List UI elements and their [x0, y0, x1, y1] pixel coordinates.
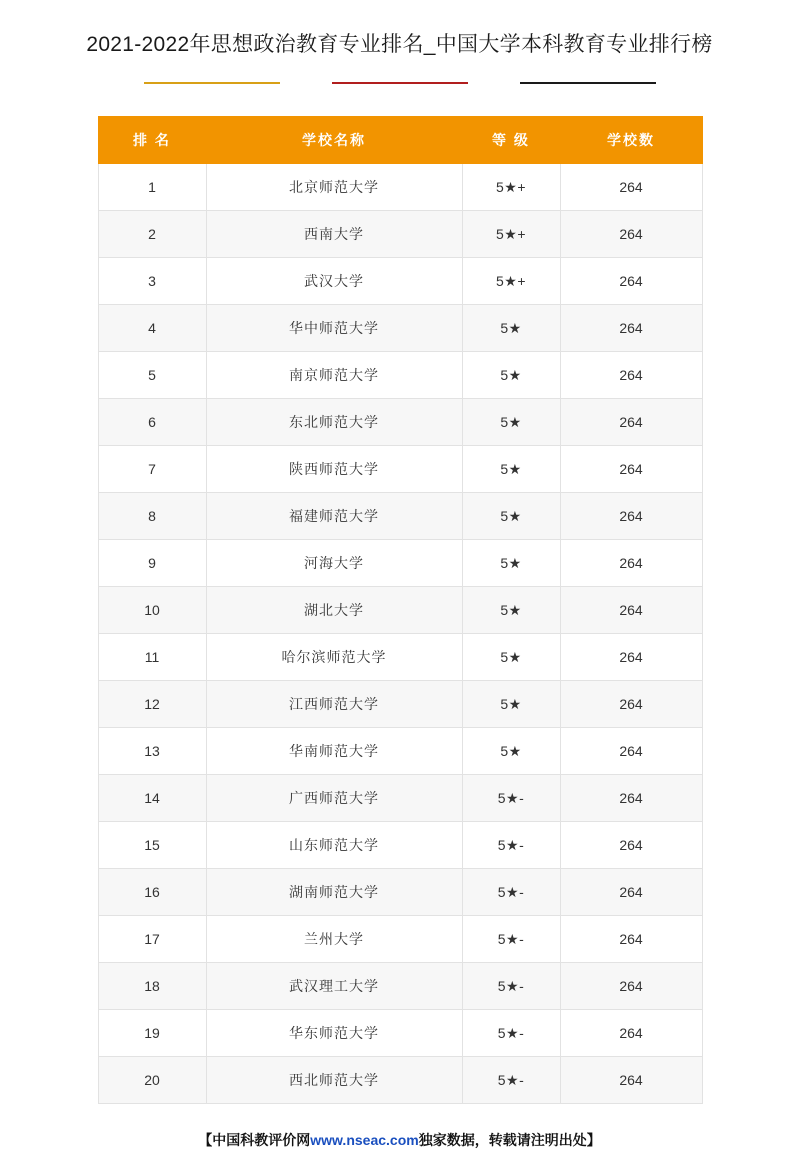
column-header-rank: 排 名 — [98, 117, 206, 164]
table-header — [98, 117, 702, 164]
cell-level: 5★- — [462, 963, 560, 1010]
table-row — [98, 775, 702, 822]
cell-school[interactable]: 河海大学 — [206, 540, 462, 587]
cell-school[interactable]: 广西师范大学 — [206, 775, 462, 822]
cell-count: 264 — [560, 681, 702, 728]
cell-rank: 2 — [98, 211, 206, 258]
cell-level: 5★ — [462, 352, 560, 399]
footer-note — [0, 1130, 799, 1150]
cell-level: 5★+ — [462, 164, 560, 211]
cell-school[interactable]: 兰州大学 — [206, 916, 462, 963]
table-header-row — [98, 117, 702, 164]
cell-count: 264 — [560, 540, 702, 587]
table-row — [98, 352, 702, 399]
cell-rank: 12 — [98, 681, 206, 728]
footer-url[interactable]: www.nseac.com — [310, 1132, 419, 1148]
divider-row — [0, 76, 799, 90]
cell-count: 264 — [560, 916, 702, 963]
cell-level: 5★ — [462, 681, 560, 728]
table-row — [98, 305, 702, 352]
column-header-count: 学校数 — [560, 117, 702, 164]
cell-rank: 17 — [98, 916, 206, 963]
cell-rank: 18 — [98, 963, 206, 1010]
table-body — [98, 164, 702, 1104]
cell-rank: 14 — [98, 775, 206, 822]
footer-prefix: 【中国科教评价网 — [198, 1132, 311, 1148]
cell-level: 5★ — [462, 587, 560, 634]
table-row — [98, 916, 702, 963]
table-row — [98, 634, 702, 681]
footer-suffix: 独家数据，转载请注明出处】 — [418, 1132, 601, 1148]
divider-dash-left — [144, 82, 280, 84]
cell-school[interactable]: 哈尔滨师范大学 — [206, 634, 462, 681]
divider-dash-right — [520, 82, 656, 84]
cell-level: 5★ — [462, 493, 560, 540]
cell-school[interactable]: 武汉大学 — [206, 258, 462, 305]
table-row — [98, 587, 702, 634]
cell-rank: 10 — [98, 587, 206, 634]
table-row — [98, 399, 702, 446]
cell-rank: 3 — [98, 258, 206, 305]
table-row — [98, 493, 702, 540]
cell-rank: 6 — [98, 399, 206, 446]
cell-rank: 15 — [98, 822, 206, 869]
table-row — [98, 540, 702, 587]
cell-count: 264 — [560, 493, 702, 540]
cell-level: 5★- — [462, 1057, 560, 1104]
cell-level: 5★ — [462, 634, 560, 681]
divider-dash-middle — [332, 82, 468, 84]
cell-school[interactable]: 北京师范大学 — [206, 164, 462, 211]
cell-count: 264 — [560, 211, 702, 258]
cell-count: 264 — [560, 258, 702, 305]
cell-count: 264 — [560, 775, 702, 822]
column-header-school: 学校名称 — [206, 117, 462, 164]
cell-count: 264 — [560, 446, 702, 493]
cell-count: 264 — [560, 1057, 702, 1104]
cell-school[interactable]: 湖南师范大学 — [206, 869, 462, 916]
table-row — [98, 446, 702, 493]
cell-school[interactable]: 华中师范大学 — [206, 305, 462, 352]
cell-rank: 7 — [98, 446, 206, 493]
cell-rank: 16 — [98, 869, 206, 916]
table-row — [98, 822, 702, 869]
cell-school[interactable]: 山东师范大学 — [206, 822, 462, 869]
table-row — [98, 963, 702, 1010]
cell-school[interactable]: 江西师范大学 — [206, 681, 462, 728]
cell-level: 5★- — [462, 822, 560, 869]
cell-count: 264 — [560, 634, 702, 681]
cell-school[interactable]: 陕西师范大学 — [206, 446, 462, 493]
table-row — [98, 258, 702, 305]
cell-level: 5★- — [462, 1010, 560, 1057]
cell-count: 264 — [560, 399, 702, 446]
cell-count: 264 — [560, 305, 702, 352]
table-row — [98, 681, 702, 728]
cell-level: 5★- — [462, 869, 560, 916]
cell-rank: 19 — [98, 1010, 206, 1057]
cell-level: 5★- — [462, 775, 560, 822]
table-row — [98, 1010, 702, 1057]
cell-school[interactable]: 湖北大学 — [206, 587, 462, 634]
cell-level: 5★+ — [462, 258, 560, 305]
table-row — [98, 869, 702, 916]
cell-level: 5★+ — [462, 211, 560, 258]
cell-level: 5★ — [462, 305, 560, 352]
cell-count: 264 — [560, 963, 702, 1010]
table-row — [98, 728, 702, 775]
cell-level: 5★- — [462, 916, 560, 963]
cell-school[interactable]: 西北师范大学 — [206, 1057, 462, 1104]
cell-count: 264 — [560, 164, 702, 211]
ranking-table — [98, 116, 703, 1104]
cell-level: 5★ — [462, 399, 560, 446]
cell-rank: 9 — [98, 540, 206, 587]
cell-school[interactable]: 华南师范大学 — [206, 728, 462, 775]
cell-school[interactable]: 武汉理工大学 — [206, 963, 462, 1010]
cell-school[interactable]: 华东师范大学 — [206, 1010, 462, 1057]
cell-level: 5★ — [462, 540, 560, 587]
table-row — [98, 211, 702, 258]
cell-level: 5★ — [462, 728, 560, 775]
cell-count: 264 — [560, 352, 702, 399]
table-row — [98, 164, 702, 211]
cell-level: 5★ — [462, 446, 560, 493]
cell-rank: 4 — [98, 305, 206, 352]
cell-rank: 20 — [98, 1057, 206, 1104]
cell-rank: 5 — [98, 352, 206, 399]
cell-school[interactable]: 福建师范大学 — [206, 493, 462, 540]
cell-count: 264 — [560, 869, 702, 916]
table-row — [98, 1057, 702, 1104]
cell-count: 264 — [560, 587, 702, 634]
ranking-table-wrapper — [98, 116, 702, 1104]
cell-count: 264 — [560, 822, 702, 869]
page-title: 2021-2022年思想政治教育专业排名_中国大学本科教育专业排行榜 — [86, 33, 713, 56]
cell-school[interactable]: 南京师范大学 — [206, 352, 462, 399]
cell-school[interactable]: 东北师范大学 — [206, 399, 462, 446]
column-header-level: 等 级 — [462, 117, 560, 164]
cell-rank: 11 — [98, 634, 206, 681]
cell-rank: 8 — [98, 493, 206, 540]
cell-count: 264 — [560, 1010, 702, 1057]
cell-rank: 1 — [98, 164, 206, 211]
cell-school[interactable]: 西南大学 — [206, 211, 462, 258]
cell-count: 264 — [560, 728, 702, 775]
cell-rank: 13 — [98, 728, 206, 775]
